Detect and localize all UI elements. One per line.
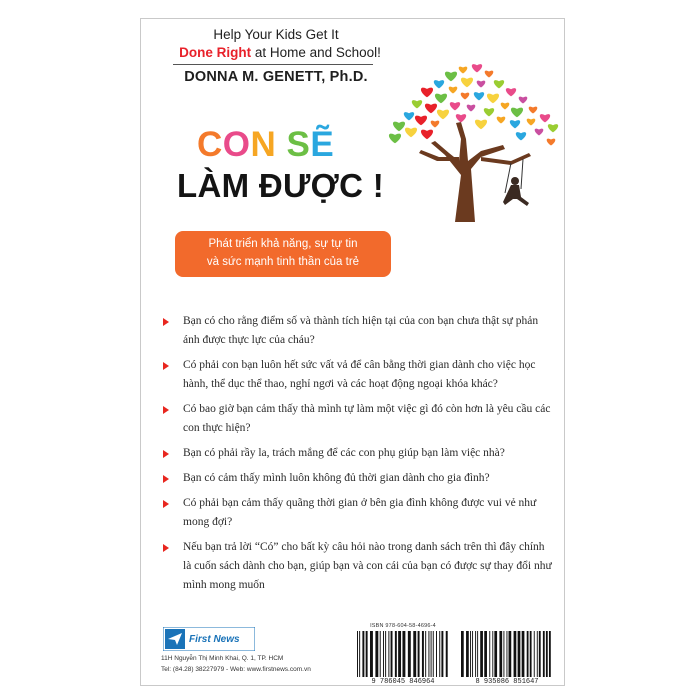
triangle-bullet-icon bbox=[163, 500, 169, 508]
heart-leaf-icon bbox=[456, 114, 466, 122]
heart-leaf-icon bbox=[425, 104, 437, 114]
title-letter: C bbox=[197, 125, 223, 164]
title-letter: O bbox=[222, 125, 251, 164]
heart-leaf-icon bbox=[475, 120, 487, 130]
heart-leaf-icon bbox=[415, 116, 427, 126]
heart-leaf-icon bbox=[437, 110, 449, 120]
heart-leaf-icon bbox=[445, 72, 457, 82]
triangle-bullet-icon bbox=[163, 450, 169, 458]
author-name: DONNA M. GENETT, Ph.D. bbox=[184, 69, 368, 85]
heart-leaf-icon bbox=[529, 107, 538, 114]
book-back-cover bbox=[140, 18, 565, 686]
heart-leaf-icon bbox=[393, 122, 405, 132]
publisher-logo bbox=[163, 627, 255, 651]
publisher-contact: Tel: (84.28) 38227979 - Web: www.firstnews.com.vn bbox=[161, 666, 311, 673]
heart-leaf-icon bbox=[434, 80, 444, 88]
question-list bbox=[159, 312, 554, 601]
banner-line-1: Phát triển khả năng, sự tự tin bbox=[208, 238, 358, 250]
list-item: Bạn có phải rầy la, trách mắng để các con phụ giúp bạn làm việc nhà? bbox=[159, 444, 554, 463]
heart-leaf-icon bbox=[547, 139, 556, 146]
tagline-emphasis: Done Right bbox=[179, 45, 252, 60]
heart-leaf-icon bbox=[501, 103, 510, 110]
heart-leaves bbox=[389, 64, 558, 145]
book-title-line-1 bbox=[197, 127, 334, 162]
banner-line-2: và sức mạnh tinh thần của trẻ bbox=[206, 256, 360, 268]
list-item: Có phải bạn cảm thấy quãng thời gian ở bên gia đình không được vui vẻ như mong đợi? bbox=[159, 494, 554, 532]
heart-leaf-icon bbox=[510, 120, 520, 128]
book-title-line-2: LÀM ĐƯỢC ! bbox=[177, 167, 384, 204]
heart-leaf-icon bbox=[540, 114, 550, 122]
list-item: Nếu bạn trả lời “Có” cho bất kỳ câu hỏi nào trong danh sách trên thì đây chính là cuốn sách dành cho bạn, giúp bạn và con cái của bạn có được sự thay đổi như mình mong muốn bbox=[159, 538, 554, 595]
ean-barcode bbox=[459, 631, 555, 677]
heart-leaf-icon bbox=[412, 100, 422, 108]
heart-leaf-icon bbox=[467, 105, 476, 112]
triangle-bullet-icon bbox=[163, 544, 169, 552]
isbn-label: ISBN 978-604-58-4696-4 bbox=[370, 623, 436, 629]
heart-leaf-icon bbox=[535, 129, 544, 136]
tagline-line-1: Help Your Kids Get It bbox=[213, 27, 339, 42]
heart-leaf-icon bbox=[494, 80, 504, 88]
ean-barcode-digits: 8 935086 851647 bbox=[475, 678, 539, 686]
heart-leaf-icon bbox=[461, 93, 470, 100]
heart-leaf-icon bbox=[484, 108, 494, 116]
isbn-barcode bbox=[355, 631, 451, 677]
list-item: Bạn có cảm thấy mình luôn không đủ thời gian dành cho gia đình? bbox=[159, 469, 554, 488]
heart-leaf-icon bbox=[421, 130, 433, 140]
triangle-bullet-icon bbox=[163, 475, 169, 483]
heart-leaf-icon bbox=[449, 87, 458, 94]
title-letter bbox=[276, 125, 286, 164]
heart-leaf-icon bbox=[487, 94, 499, 104]
heart-leaf-icon bbox=[431, 121, 440, 128]
heart-leaf-icon bbox=[506, 88, 516, 96]
heart-leaf-icon bbox=[435, 94, 447, 104]
heart-leaf-icon bbox=[474, 92, 484, 100]
list-item: Bạn có cho rằng điểm số và thành tích hiện tại của con bạn chưa thật sự phản ánh được thực lực của cháu? bbox=[159, 312, 554, 350]
list-item: Có phải con bạn luôn hết sức vất vả để cân bằng thời gian dành cho việc học hành, thể dục thể thao, nghỉ ngơi và các hoạt động ngoại khóa khác? bbox=[159, 356, 554, 394]
heart-leaf-icon bbox=[450, 102, 460, 110]
heart-leaf-icon bbox=[497, 117, 506, 124]
heart-leaf-icon bbox=[548, 124, 558, 132]
triangle-bullet-icon bbox=[163, 406, 169, 414]
triangle-bullet-icon bbox=[163, 318, 169, 326]
tree-trunk bbox=[419, 122, 531, 222]
title-letter: N bbox=[250, 125, 277, 164]
heart-leaf-icon bbox=[519, 97, 528, 104]
list-item: Có bao giờ bạn cảm thấy thà mình tự làm một việc gì đó còn hơn là yêu cầu các con thực hiện? bbox=[159, 400, 554, 438]
heart-leaf-icon bbox=[421, 88, 433, 98]
heart-leaf-icon bbox=[459, 67, 468, 74]
divider bbox=[173, 64, 373, 65]
heart-leaf-icon bbox=[472, 64, 482, 72]
heart-leaf-icon bbox=[461, 78, 473, 88]
heart-leaf-icon bbox=[527, 119, 536, 126]
publisher-address: 11H Nguyễn Thị Minh Khai, Q. 1, TP. HCM bbox=[161, 655, 284, 662]
heart-leaf-icon bbox=[404, 112, 414, 120]
heart-leaf-icon bbox=[477, 81, 486, 88]
tagline-rest: at Home and School! bbox=[251, 45, 381, 60]
isbn-barcode-digits: 9 786045 846964 bbox=[371, 678, 435, 686]
subtitle-banner bbox=[175, 231, 391, 277]
triangle-bullet-icon bbox=[163, 362, 169, 370]
heart-leaf-icon bbox=[389, 134, 401, 144]
heart-leaf-icon bbox=[511, 108, 523, 118]
heart-tree-illustration bbox=[371, 57, 565, 222]
heart-leaf-icon bbox=[405, 128, 417, 138]
tagline-line-2 bbox=[165, 45, 395, 60]
publisher-name: First News bbox=[189, 634, 240, 645]
heart-leaf-icon bbox=[516, 132, 526, 140]
title-letter: S bbox=[286, 125, 311, 164]
heart-leaf-icon bbox=[485, 71, 494, 78]
title-letter: Ẽ bbox=[310, 125, 335, 164]
